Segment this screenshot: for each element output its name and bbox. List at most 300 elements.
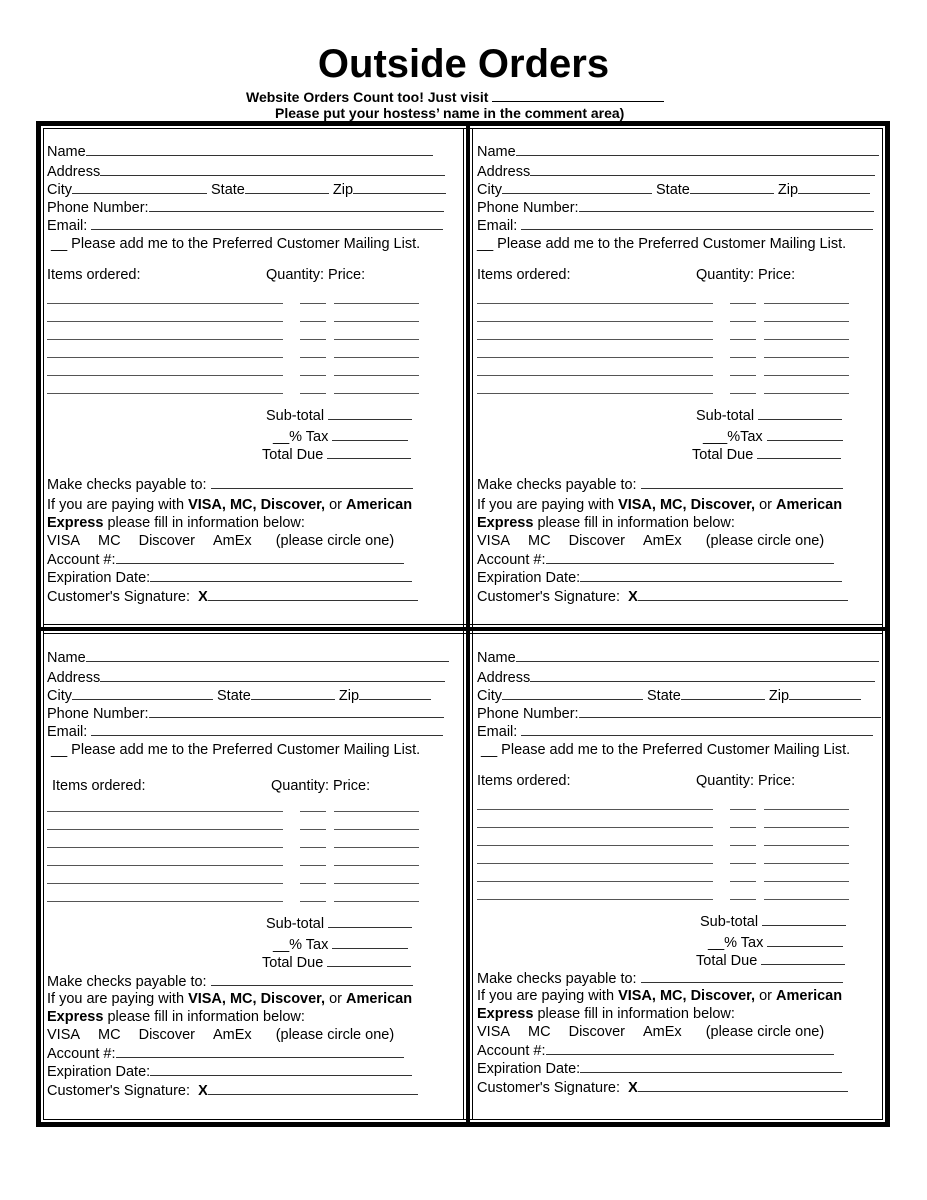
signature-label: Customer's Signature: xyxy=(477,1080,620,1096)
phone-field[interactable] xyxy=(579,198,874,212)
horizontal-divider-inner-top xyxy=(43,624,883,625)
signature-row xyxy=(47,587,418,606)
name-row xyxy=(47,648,449,667)
website-url-field[interactable] xyxy=(492,89,664,102)
card-option-discover[interactable]: Discover xyxy=(138,533,196,549)
address-row xyxy=(477,668,875,687)
state-label: State xyxy=(217,688,251,704)
account-label: Account #: xyxy=(47,1046,116,1062)
signature-label: Customer's Signature: xyxy=(477,589,620,605)
name-label: Name xyxy=(477,144,516,160)
items-ordered-label: Items ordered: xyxy=(477,267,571,283)
account-row xyxy=(477,1041,834,1060)
total-due-field[interactable] xyxy=(761,951,845,965)
card-instructions-line1 xyxy=(47,990,412,1008)
name-field[interactable] xyxy=(516,142,879,156)
item-description-field[interactable] xyxy=(477,881,713,882)
email-field[interactable] xyxy=(91,216,443,230)
total-due-field[interactable] xyxy=(327,953,411,967)
signature-field[interactable] xyxy=(638,587,848,601)
hostess-note: Please put your hostess’ name in the comment area) xyxy=(275,105,625,121)
subtotal-field[interactable] xyxy=(328,406,412,420)
item-price-field[interactable] xyxy=(334,393,419,394)
checks-payable-field[interactable] xyxy=(211,475,413,489)
expiration-field[interactable] xyxy=(150,568,412,582)
email-label: Email: xyxy=(47,724,88,740)
item-description-field[interactable] xyxy=(477,393,713,394)
item-price-field[interactable] xyxy=(764,827,849,828)
item-description-field[interactable] xyxy=(47,357,283,358)
order-form-bottom-right xyxy=(477,648,887,1118)
zip-label: Zip xyxy=(768,688,790,704)
signature-x-mark: X xyxy=(198,589,208,605)
card-option-amex[interactable]: AmEx xyxy=(643,533,682,549)
phone-label: Phone Number: xyxy=(477,706,579,722)
item-quantity-field[interactable] xyxy=(730,321,756,322)
item-price-field[interactable] xyxy=(334,811,419,812)
item-price-field[interactable] xyxy=(334,883,419,884)
signature-field[interactable] xyxy=(638,1078,848,1092)
signature-field[interactable] xyxy=(208,587,418,601)
card-instructions-line1 xyxy=(477,987,842,1005)
checks-payable-field[interactable] xyxy=(641,475,843,489)
expiration-row xyxy=(47,1062,412,1081)
address-field[interactable] xyxy=(100,162,445,176)
item-description-field[interactable] xyxy=(477,899,713,900)
card-option-discover[interactable]: Discover xyxy=(568,533,626,549)
expiration-row xyxy=(477,568,842,587)
card-instructions-line1 xyxy=(477,496,842,514)
state-label: State xyxy=(656,182,690,198)
total-due-row xyxy=(262,445,411,464)
card-types-bold: American xyxy=(776,497,843,513)
card-text: or xyxy=(755,497,777,513)
card-option-visa[interactable]: VISA xyxy=(477,1024,511,1040)
name-field[interactable] xyxy=(86,648,449,662)
subtotal-field[interactable] xyxy=(758,406,842,420)
expiration-row xyxy=(477,1059,842,1078)
item-quantity-field[interactable] xyxy=(730,845,756,846)
account-row xyxy=(477,550,834,569)
card-option-mc[interactable]: MC xyxy=(98,533,121,549)
phone-label: Phone Number: xyxy=(477,200,579,216)
zip-field[interactable] xyxy=(353,180,446,194)
signature-row xyxy=(47,1081,418,1100)
tax-label: __% Tax xyxy=(273,937,329,953)
item-description-field[interactable] xyxy=(477,357,713,358)
card-option-mc[interactable]: MC xyxy=(528,533,551,549)
account-label: Account #: xyxy=(47,552,116,568)
item-description-field[interactable] xyxy=(47,303,283,304)
item-price-field[interactable] xyxy=(334,901,419,902)
card-types-bold: Express xyxy=(47,515,104,531)
city-state-zip-row xyxy=(477,686,861,705)
name-row xyxy=(477,648,879,667)
items-ordered-label: Items ordered: xyxy=(477,773,571,789)
mailing-list-row xyxy=(477,235,846,253)
card-option-amex[interactable]: AmEx xyxy=(643,1024,682,1040)
checks-payable-field[interactable] xyxy=(211,972,413,986)
tax-field[interactable] xyxy=(767,933,843,947)
item-description-field[interactable] xyxy=(477,339,713,340)
quantity-price-label: Quantity: Price: xyxy=(696,773,796,789)
expiration-field[interactable] xyxy=(150,1062,412,1076)
item-quantity-field[interactable] xyxy=(730,357,756,358)
item-quantity-field[interactable] xyxy=(300,847,326,848)
mailing-list-checkbox[interactable]: __ xyxy=(51,742,68,758)
city-label: City xyxy=(477,182,502,198)
card-option-mc[interactable]: MC xyxy=(528,1024,551,1040)
circle-one-hint: (please circle one) xyxy=(275,533,395,549)
address-field[interactable] xyxy=(100,668,445,682)
email-row xyxy=(47,216,443,235)
city-label: City xyxy=(477,688,502,704)
item-price-field[interactable] xyxy=(334,339,419,340)
expiration-field[interactable] xyxy=(580,568,842,582)
mailing-list-label: Please add me to the Preferred Customer Mailing List. xyxy=(501,742,851,758)
item-price-field[interactable] xyxy=(334,375,419,376)
item-quantity-field[interactable] xyxy=(730,339,756,340)
expiration-row xyxy=(47,568,412,587)
tax-label: __% Tax xyxy=(708,935,764,951)
checks-payable-field[interactable] xyxy=(641,969,843,983)
item-price-field[interactable] xyxy=(764,881,849,882)
card-option-mc[interactable]: MC xyxy=(98,1027,121,1043)
item-description-field[interactable] xyxy=(47,393,283,394)
quantity-price-label: Quantity: Price: xyxy=(271,778,371,794)
zip-field[interactable] xyxy=(789,686,861,700)
item-price-field[interactable] xyxy=(334,865,419,866)
website-orders-text: Website Orders Count too! Just visit xyxy=(246,89,489,105)
expiration-label: Expiration Date: xyxy=(477,570,581,586)
city-field[interactable] xyxy=(502,180,652,194)
phone-field[interactable] xyxy=(149,704,444,718)
signature-row xyxy=(477,1078,848,1097)
item-quantity-field[interactable] xyxy=(730,393,756,394)
email-row xyxy=(477,722,873,741)
tax-row xyxy=(273,427,408,446)
item-price-field[interactable] xyxy=(764,303,849,304)
card-types-bold: Express xyxy=(477,515,534,531)
item-description-field[interactable] xyxy=(477,845,713,846)
signature-label: Customer's Signature: xyxy=(47,1083,190,1099)
card-type-row xyxy=(477,532,824,550)
item-price-field[interactable] xyxy=(334,357,419,358)
tax-field[interactable] xyxy=(332,427,408,441)
item-quantity-field[interactable] xyxy=(730,375,756,376)
item-quantity-field[interactable] xyxy=(300,357,326,358)
total-due-row xyxy=(692,445,841,464)
total-due-label: Total Due xyxy=(262,447,324,463)
expiration-field[interactable] xyxy=(580,1059,842,1073)
zip-label: Zip xyxy=(777,182,799,198)
quantity-price-label: Quantity: Price: xyxy=(266,267,366,283)
card-text: If you are paying with xyxy=(477,497,619,513)
item-description-field[interactable] xyxy=(47,883,283,884)
item-quantity-field[interactable] xyxy=(730,899,756,900)
card-type-row xyxy=(47,1026,394,1044)
email-label: Email: xyxy=(47,218,88,234)
item-quantity-field[interactable] xyxy=(730,827,756,828)
item-description-field[interactable] xyxy=(477,863,713,864)
item-price-field[interactable] xyxy=(334,303,419,304)
order-form-top-left xyxy=(47,142,457,622)
name-row xyxy=(477,142,879,161)
card-instructions-line2 xyxy=(477,1005,735,1023)
account-field[interactable] xyxy=(116,1044,404,1058)
card-text: please fill in information below: xyxy=(103,1009,305,1025)
email-field[interactable] xyxy=(521,216,873,230)
city-field[interactable] xyxy=(502,686,643,700)
address-row xyxy=(477,162,875,181)
item-price-field[interactable] xyxy=(334,829,419,830)
item-quantity-field[interactable] xyxy=(730,863,756,864)
checks-payable-label: Make checks payable to: xyxy=(477,971,637,987)
item-description-field[interactable] xyxy=(477,827,713,828)
total-due-field[interactable] xyxy=(327,445,411,459)
city-field[interactable] xyxy=(72,180,207,194)
card-option-discover[interactable]: Discover xyxy=(138,1027,196,1043)
address-label: Address xyxy=(477,164,531,180)
tax-label: __% Tax xyxy=(273,429,329,445)
city-label: City xyxy=(47,182,72,198)
item-quantity-field[interactable] xyxy=(300,811,326,812)
signature-field[interactable] xyxy=(208,1081,418,1095)
card-types-bold: VISA, MC, Discover, xyxy=(618,988,756,1004)
expiration-label: Expiration Date: xyxy=(47,570,151,586)
item-price-field[interactable] xyxy=(764,899,849,900)
subtotal-field[interactable] xyxy=(328,914,412,928)
city-state-zip-row xyxy=(477,180,870,199)
signature-label: Customer's Signature: xyxy=(47,589,190,605)
name-label: Name xyxy=(477,650,516,666)
card-option-amex[interactable]: AmEx xyxy=(213,533,252,549)
card-text: or xyxy=(755,988,777,1004)
account-field[interactable] xyxy=(116,550,404,564)
item-price-field[interactable] xyxy=(334,321,419,322)
mailing-list-label: Please add me to the Preferred Customer Mailing List. xyxy=(71,742,421,758)
city-label: City xyxy=(47,688,72,704)
items-ordered-label: Items ordered: xyxy=(52,778,146,794)
card-instructions-line1 xyxy=(47,496,412,514)
city-state-zip-row xyxy=(47,180,446,199)
phone-label: Phone Number: xyxy=(47,200,149,216)
item-quantity-field[interactable] xyxy=(730,303,756,304)
mailing-list-label: Please add me to the Preferred Customer Mailing List. xyxy=(71,236,421,252)
card-text: please fill in information below: xyxy=(103,515,305,531)
item-quantity-field[interactable] xyxy=(300,321,326,322)
card-types-bold: Express xyxy=(47,1009,104,1025)
card-types-bold: VISA, MC, Discover, xyxy=(188,497,326,513)
item-price-field[interactable] xyxy=(764,845,849,846)
email-field[interactable] xyxy=(91,722,443,736)
item-description-field[interactable] xyxy=(47,339,283,340)
item-description-field[interactable] xyxy=(47,847,283,848)
state-label: State xyxy=(211,182,245,198)
tax-label: ___%Tax xyxy=(703,429,763,445)
mailing-list-checkbox[interactable]: __ xyxy=(477,236,494,252)
checks-payable-label: Make checks payable to: xyxy=(477,477,637,493)
checks-payable-row xyxy=(47,972,413,991)
account-label: Account #: xyxy=(477,1043,546,1059)
card-text: please fill in information below: xyxy=(533,1006,735,1022)
account-field[interactable] xyxy=(546,550,834,564)
email-field[interactable] xyxy=(521,722,873,736)
item-description-field[interactable] xyxy=(477,321,713,322)
item-quantity-field[interactable] xyxy=(730,881,756,882)
item-price-field[interactable] xyxy=(764,339,849,340)
item-price-field[interactable] xyxy=(764,375,849,376)
expiration-label: Expiration Date: xyxy=(477,1061,581,1077)
item-price-field[interactable] xyxy=(334,847,419,848)
tax-field[interactable] xyxy=(767,427,843,441)
phone-row xyxy=(47,704,444,723)
name-field[interactable] xyxy=(516,648,879,662)
phone-field[interactable] xyxy=(579,704,881,718)
subtotal-field[interactable] xyxy=(762,912,846,926)
phone-row xyxy=(477,198,874,217)
zip-field[interactable] xyxy=(359,686,431,700)
tax-row xyxy=(708,933,843,952)
total-due-label: Total Due xyxy=(262,955,324,971)
address-label: Address xyxy=(47,670,101,686)
item-quantity-field[interactable] xyxy=(300,375,326,376)
item-description-field[interactable] xyxy=(47,829,283,830)
subtotal-row xyxy=(700,912,846,931)
name-label: Name xyxy=(47,144,86,160)
phone-row xyxy=(47,198,444,217)
card-types-bold: VISA, MC, Discover, xyxy=(618,497,756,513)
signature-x-mark: X xyxy=(198,1083,208,1099)
email-label: Email: xyxy=(477,724,518,740)
item-description-field[interactable] xyxy=(47,321,283,322)
item-description-field[interactable] xyxy=(477,375,713,376)
mailing-list-checkbox[interactable]: __ xyxy=(51,236,68,252)
phone-row xyxy=(477,704,881,723)
total-due-label: Total Due xyxy=(696,953,758,969)
checks-payable-label: Make checks payable to: xyxy=(47,974,207,990)
address-label: Address xyxy=(47,164,101,180)
state-field[interactable] xyxy=(251,686,335,700)
quantity-price-label: Quantity: Price: xyxy=(696,267,796,283)
phone-field[interactable] xyxy=(149,198,444,212)
state-label: State xyxy=(647,688,681,704)
state-field[interactable] xyxy=(690,180,774,194)
item-quantity-field[interactable] xyxy=(730,809,756,810)
item-price-field[interactable] xyxy=(764,357,849,358)
card-text: or xyxy=(325,991,347,1007)
card-types-bold: American xyxy=(776,988,843,1004)
total-due-row xyxy=(696,951,845,970)
subtotal-label: Sub-total xyxy=(266,916,325,932)
card-option-visa[interactable]: VISA xyxy=(47,533,81,549)
card-option-visa[interactable]: VISA xyxy=(47,1027,81,1043)
city-state-zip-row xyxy=(47,686,431,705)
mailing-list-row xyxy=(51,235,420,253)
item-description-field[interactable] xyxy=(47,865,283,866)
card-instructions-line2 xyxy=(477,514,735,532)
card-type-row xyxy=(477,1023,824,1041)
card-option-discover[interactable]: Discover xyxy=(568,1024,626,1040)
card-option-amex[interactable]: AmEx xyxy=(213,1027,252,1043)
card-types-bold: American xyxy=(346,991,413,1007)
total-due-field[interactable] xyxy=(757,445,841,459)
subtotal-row xyxy=(266,914,412,933)
item-quantity-field[interactable] xyxy=(300,829,326,830)
circle-one-hint: (please circle one) xyxy=(275,1027,395,1043)
item-price-field[interactable] xyxy=(764,321,849,322)
tax-field[interactable] xyxy=(332,935,408,949)
name-field[interactable] xyxy=(86,142,433,156)
item-quantity-field[interactable] xyxy=(300,865,326,866)
item-description-field[interactable] xyxy=(47,811,283,812)
total-due-row xyxy=(262,953,411,972)
account-row xyxy=(47,1044,404,1063)
city-field[interactable] xyxy=(72,686,213,700)
item-quantity-field[interactable] xyxy=(300,901,326,902)
card-instructions-line2 xyxy=(47,514,305,532)
mailing-list-label: Please add me to the Preferred Customer Mailing List. xyxy=(497,236,847,252)
state-field[interactable] xyxy=(681,686,765,700)
mailing-list-checkbox[interactable]: __ xyxy=(481,742,498,758)
item-quantity-field[interactable] xyxy=(300,393,326,394)
item-quantity-field[interactable] xyxy=(300,883,326,884)
total-due-label: Total Due xyxy=(692,447,754,463)
address-field[interactable] xyxy=(530,668,875,682)
item-price-field[interactable] xyxy=(764,393,849,394)
checks-payable-row xyxy=(477,475,843,494)
account-field[interactable] xyxy=(546,1041,834,1055)
subtotal-row xyxy=(696,406,842,425)
email-label: Email: xyxy=(477,218,518,234)
state-field[interactable] xyxy=(245,180,329,194)
signature-x-mark: X xyxy=(628,589,638,605)
card-types-bold: American xyxy=(346,497,413,513)
order-form-bottom-left xyxy=(47,648,457,1118)
mailing-list-row xyxy=(481,741,850,759)
subtotal-label: Sub-total xyxy=(696,408,755,424)
name-label: Name xyxy=(47,650,86,666)
card-instructions-line2 xyxy=(47,1008,305,1026)
subtotal-row xyxy=(266,406,412,425)
item-price-field[interactable] xyxy=(764,809,849,810)
account-row xyxy=(47,550,404,569)
item-description-field[interactable] xyxy=(477,303,713,304)
item-quantity-field[interactable] xyxy=(300,339,326,340)
signature-row xyxy=(477,587,848,606)
card-text: please fill in information below: xyxy=(533,515,735,531)
page-title: Outside Orders xyxy=(317,42,610,86)
horizontal-divider xyxy=(36,627,890,631)
card-text: If you are paying with xyxy=(47,991,189,1007)
frame-border-bottom xyxy=(36,1122,890,1127)
item-description-field[interactable] xyxy=(47,375,283,376)
item-description-field[interactable] xyxy=(47,901,283,902)
card-option-visa[interactable]: VISA xyxy=(477,533,511,549)
item-price-field[interactable] xyxy=(764,863,849,864)
item-quantity-field[interactable] xyxy=(300,303,326,304)
email-row xyxy=(47,722,443,741)
item-description-field[interactable] xyxy=(477,809,713,810)
zip-field[interactable] xyxy=(798,180,870,194)
checks-payable-label: Make checks payable to: xyxy=(47,477,207,493)
subtotal-label: Sub-total xyxy=(266,408,325,424)
horizontal-divider-inner-bottom xyxy=(43,633,883,634)
items-ordered-label: Items ordered: xyxy=(47,267,141,283)
address-field[interactable] xyxy=(530,162,875,176)
zip-label: Zip xyxy=(338,688,360,704)
frame-border-top xyxy=(36,121,890,126)
